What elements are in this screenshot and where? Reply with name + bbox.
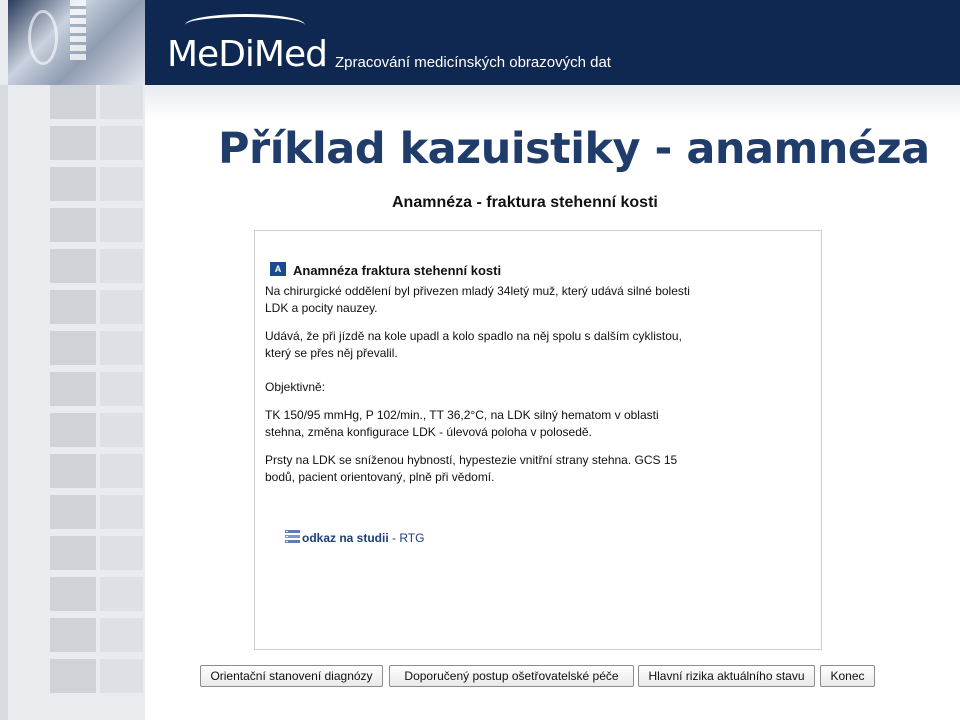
header-photo (8, 0, 145, 85)
care-procedure-button[interactable]: Doporučený postup ošetřovatelské péče (389, 665, 634, 687)
paragraph-neuro: Prsty na LDK se sníženou hybností, hypestezie vnitřní strany stehna. GCS 15 bodů, pacient orientovaný, plně při vědomí. (265, 453, 678, 484)
spine-image (70, 0, 86, 60)
header-shadow (145, 85, 960, 121)
logo-swoosh (185, 14, 305, 36)
case-window (185, 178, 885, 693)
logo: MeDiMed (167, 34, 327, 75)
end-button[interactable]: Konec (820, 665, 875, 687)
risks-button[interactable]: Hlavní rizika aktuálního stavu (638, 665, 815, 687)
panel-heading: Anamnéza fraktura stehenní kosti (293, 263, 502, 278)
case-title: Anamnéza - fraktura stehenní kosti (392, 194, 658, 211)
paragraph-objective-label: Objektivně: (265, 380, 326, 394)
left-decorative-strip (0, 0, 145, 720)
scan-ring (28, 10, 58, 65)
diagnosis-button[interactable]: Orientační stanovení diagnózy (200, 665, 383, 687)
decorative-tiles-2 (100, 85, 145, 700)
section-badge: A (270, 262, 286, 276)
header-bar (145, 0, 960, 85)
paragraph-vitals: TK 150/95 mmHg, P 102/min., TT 36,2°C, na LDK silný hematom v oblasti stehna, změna konfigurace LDK - úlevová poloha v polosedě. (265, 408, 659, 439)
study-list-icon (285, 530, 301, 544)
left-edge (0, 85, 8, 720)
slide-title: Příklad kazuistiky - anamnéza (218, 124, 930, 174)
tagline: Zpracování medicínských obrazových dat (335, 54, 611, 71)
study-link-label[interactable]: odkaz na studii (302, 531, 389, 545)
decorative-tiles (50, 85, 98, 700)
study-link-suffix: - RTG (388, 531, 425, 545)
paragraph-accident: Udává, že při jízdě na kole upadl a kolo spadlo na něj spolu s dalším cyklistou, který se přes něj převalil. (265, 329, 682, 360)
study-link[interactable] (285, 530, 424, 545)
anamnesis-panel (254, 230, 822, 650)
paragraph-intro: Na chirurgické oddělení byl přivezen mladý 34letý muž, který udává silné bolesti LDK a pocity nauzey. (265, 284, 690, 315)
